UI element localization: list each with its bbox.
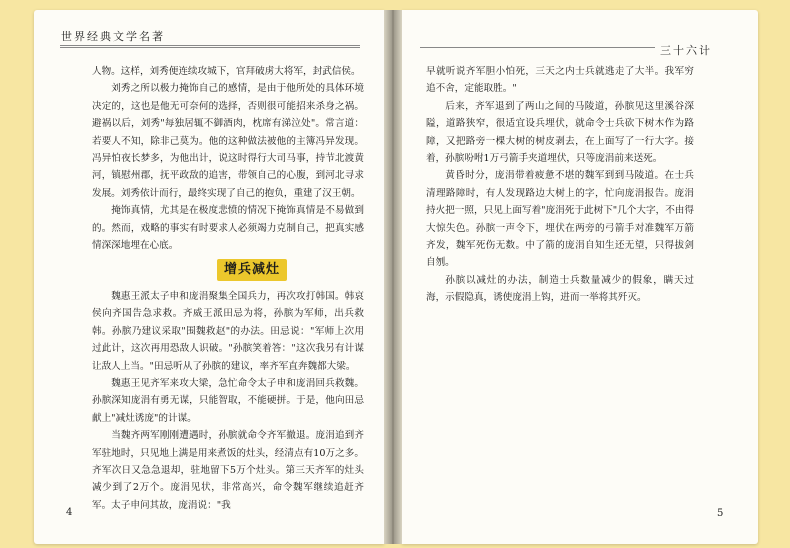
header-rule-right [420, 47, 655, 48]
paragraph: 后来，齐军退到了两山之间的马陵道，孙膑见这里溪谷深隘，道路狭窄，很适宜设兵埋伏，就命令士兵砍下树木作为路障，又把路旁一棵大树的树皮剥去，在上面写了一行大字。接着，孙膑吩咐1万弓箭手夹道埋伏，只等庞涓前来送死。 [426, 100, 694, 165]
right-page-body [426, 63, 694, 307]
left-page-body-top [92, 63, 364, 254]
paragraph: 魏惠王见齐军来攻大梁，急忙命令太子申和庞涓回兵救魏。孙膑深知庞涓有勇无谋，只能智取，不能硬拼。于是，他向田忌献上"减灶诱庞"的计谋。 [92, 378, 364, 424]
paragraph: 人物。这样，刘秀便连续攻城下，官拜破虏大将军，封武信侯。 [92, 66, 361, 77]
paragraph: 孙膑以减灶的办法，制造士兵数量减少的假象，瞒天过海，示假隐真，诱使庞涓上钩，进而一举将其歼灭。 [426, 274, 694, 304]
paragraph: 当魏齐两军刚刚遭遇时，孙膑就命令齐军撤退。庞涓追到齐军驻地时，只见地上满是用来煮饭的灶头，经清点有10万之多。齐军次日又急急退却，驻地留下5万个灶头。第三天齐军的灶头减少到了2万个。庞涓见状，非常高兴，命令魏军继续追赶齐军。太子申问其故，庞涓说："我 [92, 430, 364, 511]
paragraph: 掩饰真情，尤其是在极度悲愤的情况下掩饰真情是不易做到的。然而，戏略的事实有时要求人必须竭力克制自己，把真实感情深深地埋在心底。 [92, 205, 364, 252]
paragraph: 早就听说齐军胆小怕死，三天之内士兵就逃走了大半。我军穷追不舍，定能取胜。" [426, 66, 694, 95]
page-number-left: 4 [66, 507, 73, 518]
section-heading: 增兵减灶 [217, 259, 287, 281]
paragraph: 魏惠王派太子申和庞涓聚集全国兵力，再次攻打韩国。韩哀侯向齐国告急求救。齐威王派田忌为将，孙膑为军师，出兵救韩。孙膑乃建议采取"围魏救赵"的办法。田忌说："军师上次用过此计，这次再用恐敌人识破。"孙膑笑着答："这次我另有计谋让敌人上当。"田忌听从了孙膑的建议，率齐军直奔魏都大梁。 [92, 291, 364, 372]
paragraph: 黄昏时分，庞涓带着疲惫不堪的魏军到到马陵道。在士兵清理路障时，有人发现路边大树上的字，忙向庞涓报告。庞涓持火把一照，只见上面写着"庞涓死于此树下"几个大字，不由得大惊失色。孙膑一声令下，埋伏在两旁的弓箭手对准魏军万箭齐发，魏军死伤无数。中了箭的庞涓自知生还无望，只得拔剑自刎。 [426, 170, 694, 269]
book-spine-gutter [384, 10, 402, 544]
header-rule-left [60, 45, 360, 48]
left-page-body-bottom [92, 288, 364, 514]
page-number-right: 5 [717, 508, 724, 519]
paragraph: 刘秀之所以极力掩饰自己的感情，是由于他所处的具体环境决定的，这也是他无可奈何的选择，否则很可能招来杀身之祸。避祸以后，刘秀"每独居辄不御酒肉，枕席有涕泣处"。常言道：若要人不知，除非己莫为。他的这种做法被他的主簿冯异发现。冯异怕夜长梦多，为他出计，说这时得行大司马事，持节北渡黄河，镇慰州郡，抚平政敌的追害，带领自己的心腹，到河北寻求发展。刘秀依计而行，最终实现了自己的抱负，重建了汉王朝。 [92, 83, 364, 199]
series-title-header: 世界经典文学名著 [61, 30, 165, 43]
chapter-title-header: 三十六计 [660, 44, 712, 57]
